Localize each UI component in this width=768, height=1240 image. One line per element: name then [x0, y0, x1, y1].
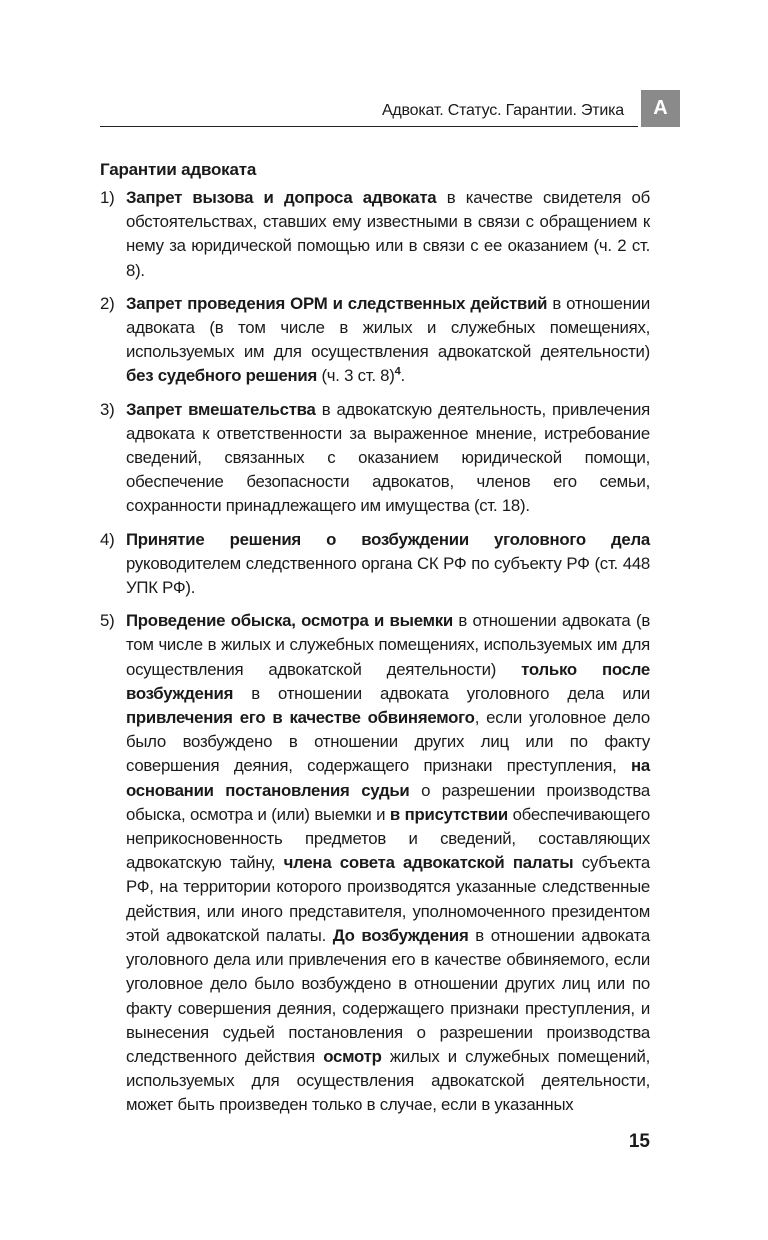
- item-text: (ч. 3 ст. 8): [317, 366, 395, 386]
- item-text: о разрешении производства обыска, осмотра и (или) выемки и: [126, 780, 650, 824]
- footnote-marker: 4: [394, 365, 401, 378]
- item-text: жилых и служебных помещений, используемых для осуществления адвокатской деятельности, может быть произведен только в случае, если в указанных: [126, 1046, 650, 1115]
- item-emphasis: только после возбуждения: [126, 659, 651, 703]
- page-number: 15: [628, 1131, 650, 1152]
- item-text: руководителем следственного органа СК РФ по субъекту РФ (ст. 448 УПК РФ).: [126, 553, 650, 598]
- list-item-3: [100, 398, 650, 519]
- item-lead: Принятие решения о возбуждении уголовного дела: [126, 529, 650, 549]
- item-number: 1): [100, 188, 115, 207]
- item-text: в качестве свидетеля об обстоятельствах, ставших ему известными в связи с обращением к нему за юридической помощью или в связи с ее оказанием (ч. 2 ст. 8).: [126, 188, 650, 280]
- item-number: 2): [100, 293, 115, 313]
- item-emphasis: осмотр: [323, 1046, 382, 1066]
- running-title: Адвокат. Статус. Гарантии. Этика: [381, 102, 624, 119]
- item-lead: Запрет проведения ОРМ и следственных действий: [126, 293, 548, 313]
- item-lead: Запрет вызова и допроса адвоката: [126, 188, 437, 207]
- item-text: в отношении адвоката уголовного дела или привлечения его в качестве обвиняемого, если уголовное дело было возбуждено в отношении других лиц или по факту совершения деяния, содержащего признаки преступления, и вынесения судьей постановления о разрешении производства следственного действия: [126, 925, 650, 1066]
- item-lead: Проведение обыска, осмотра и выемки: [126, 611, 453, 631]
- item-lead: Запрет вмешательства: [126, 399, 316, 419]
- item-number: 5): [100, 611, 115, 631]
- item-emphasis: без судебного решения: [126, 366, 318, 386]
- page-body: [100, 158, 650, 1127]
- item-text: обеспечивающего неприкосновенность предметов и сведений, составляющих адвокатскую тайну,: [126, 804, 650, 873]
- item-text: в отношении адвоката (в том числе в жилых и служебных помещениях, используемых им для осуществления адвокатской деятельности): [126, 611, 650, 679]
- item-emphasis: в присутствии: [389, 804, 508, 824]
- item-text: в отношении адвоката уголовного дела или: [233, 683, 650, 703]
- item-text: , если уголовное дело было возбуждено в отношении других лиц или по факту совершения деяния, содержащего признаки преступления,: [126, 708, 650, 776]
- item-emphasis: До возбуждения: [332, 925, 469, 945]
- item-emphasis: привлечения его в качестве обвиняемого: [126, 708, 475, 728]
- item-number: 4): [100, 529, 115, 549]
- running-header: [100, 100, 638, 127]
- item-text: субъекта РФ, на территории которого производятся указанные следственные действия, или иного представителя, уполномоченного президентом этой адвокатской палаты.: [126, 853, 650, 945]
- list-item-2: [100, 292, 650, 389]
- item-text: в отношении адвоката (в том числе в жилых и служебных помещениях, используемых им для осуществления адвокатской деятельности): [126, 293, 650, 362]
- section-title: Гарантии адвоката: [100, 160, 257, 179]
- list-item-1: [100, 186, 650, 283]
- item-number: 3): [100, 399, 115, 419]
- item-text: .: [400, 366, 405, 386]
- list-item-5: [100, 609, 650, 1117]
- list-item-4: [100, 528, 650, 601]
- item-emphasis: члена совета адвокатской палаты: [283, 853, 574, 873]
- thumb-index-tab: А: [641, 90, 680, 127]
- item-emphasis: на основании постановления судьи: [126, 756, 650, 800]
- item-text: в адвокатскую деятельность, привлечения адвоката к ответственности за выраженное мнение, истребование сведений, связанных с оказанием юридической помощи, обеспечение безопасности адвокатов, членов его семьи, сохранности принадлежащего им имущества (ст. 18).: [126, 399, 650, 516]
